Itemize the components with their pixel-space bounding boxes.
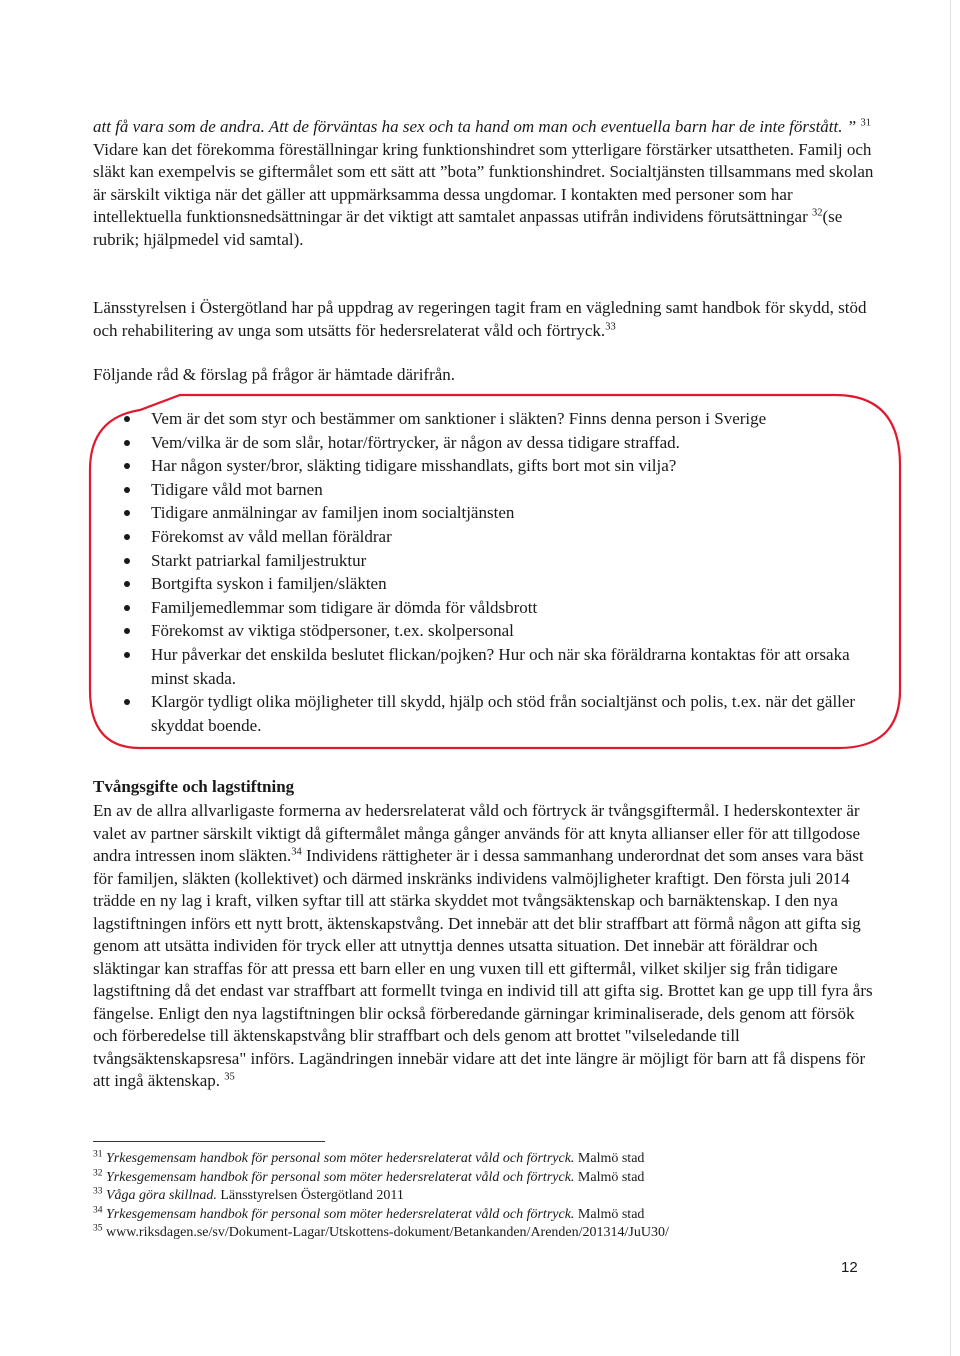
bullet-icon	[124, 699, 130, 705]
paragraph-text: Vidare kan det förekomma föreställningar kring funktionshindret som ytterligare förstärker utsattheten. Familj och släkt kan exempelvis se giftermålet som ett sätt att ”bota” funktionshindret. Socialtjänsten tillsammans med skolan är särskilt viktiga när det gäller att uppmärksamma dessa ungdomar. I kontakten med personer som har intellektuella funktionsnedsättningar är det viktigt att samtalet anpassas utifrån individens förutsättningar	[93, 139, 874, 226]
footnote-item: $^{34}$ Yrkesgemensam handbok för personal som möter hedersrelaterat våld och förtryck. Malmö stad	[93, 1205, 645, 1222]
footnote-divider	[93, 1141, 325, 1142]
page-number: 12	[841, 1259, 858, 1276]
paragraph-tail: (se rubrik; hjälpmedel vid samtal).	[93, 207, 843, 249]
bullet-icon	[124, 487, 130, 493]
paragraph-intro-list: Följande råd & förslag på frågor är hämtade därifrån.	[93, 365, 456, 384]
footnote-item[interactable]: $^{35}$ www.riksdagen.se/sv/Dokument-Lagar/Utskottens-dokument/Betankanden/Arenden/201314/JuU30/	[93, 1223, 669, 1241]
footnote-ref-35[interactable]: 35	[224, 1071, 235, 1083]
list-item: Förekomst av viktiga stödpersoner, t.ex. skolpersonal	[95, 619, 875, 643]
footnote-ref-32[interactable]: 32	[812, 207, 823, 219]
footnote-ref-33[interactable]: 33	[605, 320, 616, 332]
footnote-item: $^{32}$ Yrkesgemensam handbok för personal som möter hedersrelaterat våld och förtryck. Malmö stad	[93, 1167, 645, 1185]
footnote-ref-31[interactable]: 31	[860, 117, 871, 129]
section-heading: Tvångsgifte och lagstiftning	[93, 777, 295, 796]
bullet-icon	[124, 652, 130, 658]
list-item: Vem/vilka är de som slår, hotar/förtrycker, är någon av dessa tidigare straffad.	[95, 431, 875, 455]
scan-edge	[950, 0, 951, 1356]
list-item: Tidigare anmälningar av familjen inom socialtjänsten	[95, 501, 875, 525]
footnote-item: $^{31}$ Yrkesgemensam handbok för personal som möter hedersrelaterat våld och förtryck. Malmö stad	[93, 1149, 645, 1166]
footnote-item: $^{33}$ Våga göra skillnad. Länsstyrelsen Östergötland 2011	[93, 1186, 404, 1204]
paragraph-forced-marriage: En av de allra allvarligaste formerna av hedersrelaterat våld och förtryck är tvångsgiftermål. I hederskontexter är valet av partner särskilt viktigt då giftermålet många gånger används för att knyta allianser eller för att tillgodose andra intressen inom släkten.$^{34}$ Individens rättigheter är i dessa sammanhang underordnat det som anses vara bäst för familjen, släkten (kollektivet) och därmed inskränks individens valmöjligheter kraftigt. Den första juli 2014 trädde en ny lag i kraft, vilken syftar till att stärka skyddet mot tvångsäktenskap och barnäktenskap. I den nya lagstiftningen införs ett nytt brott, äktenskapstvång. Det innebär att det blir straffbart att förmå någon att gifta sig genom att utsätta individen för tryck eller att utnyttja dennes utsatta situation. Det innebär att föräldrar och släktingar kan straffas för att pressa ett barn eller en ung vuxen till ett giftermål, vilket skiljer sig från tidigare lagstiftning då det endast var straffbart att formellt tvinga en individ till att gifta sig. Brottet kan ge upp till fyra års fängelse. Enligt den nya lagstiftningen blir också förberedande gärningar kriminaliserade, dels genom att försök och förberedelse till äktenskapstvång blir straffbart och dels genom att brottet "vilseledande till tvångsäktenskapsresa" införs. Lagändringen innebär vidare att det inte längre är möjligt för barn att få dispens för att ingå äktenskap. $^{35}$	[93, 801, 873, 1090]
bullet-icon	[124, 628, 130, 634]
bullet-icon	[124, 440, 130, 446]
footnote-ref-34[interactable]: 34	[291, 846, 302, 858]
bullet-icon	[124, 463, 130, 469]
list-item: Har någon syster/bror, släkting tidigare misshandlats, gifts bort mot sin vilja?	[95, 454, 875, 478]
bullet-icon	[124, 605, 130, 611]
list-item: Vem är det som styr och bestämmer om sanktioner i släkten? Finns denna person i Sverige	[95, 407, 875, 431]
bullet-icon	[124, 534, 130, 540]
risk-question-list	[95, 407, 875, 737]
bullet-icon	[124, 558, 130, 564]
footnote-link[interactable]: www.riksdagen.se/sv/Dokument-Lagar/Utskottens-dokument/Betankanden/Arenden/201314/JuU30/	[102, 1225, 669, 1241]
footnotes	[93, 1150, 893, 1243]
bullet-icon	[124, 416, 130, 422]
bullet-icon	[124, 581, 130, 587]
quote-italic: att få vara som de andra. Att de förväntas ha sex och ta hand om man och eventuella barn har de inte förstått.	[93, 117, 843, 136]
list-item: Starkt patriarkal familjestruktur	[95, 549, 875, 573]
list-item: Tidigare våld mot barnen	[95, 478, 875, 502]
list-item: Bortgifta syskon i familjen/släkten	[95, 572, 875, 596]
list-item: Hur påverkar det enskilda beslutet flickan/pojken? Hur och när ska föräldrarna kontaktas för att orsaka minst skada.	[95, 643, 875, 690]
list-item: Klargör tydligt olika möjligheter till skydd, hjälp och stöd från socialtjänst och polis, t.ex. när det gäller skyddat boende.	[95, 690, 875, 737]
list-item: Förekomst av våld mellan föräldrar	[95, 525, 875, 549]
list-item: Familjemedlemmar som tidigare är dömda för våldsbrott	[95, 596, 875, 620]
paragraph-text: Länsstyrelsen i Östergötland har på uppdrag av regeringen tagit fram en vägledning samt handbok för skydd, stöd och rehabilitering av unga som utsätts för hedersrelaterat våld och förtryck.	[93, 298, 867, 340]
quote-mark: ”	[842, 117, 857, 136]
bullet-icon	[124, 510, 130, 516]
